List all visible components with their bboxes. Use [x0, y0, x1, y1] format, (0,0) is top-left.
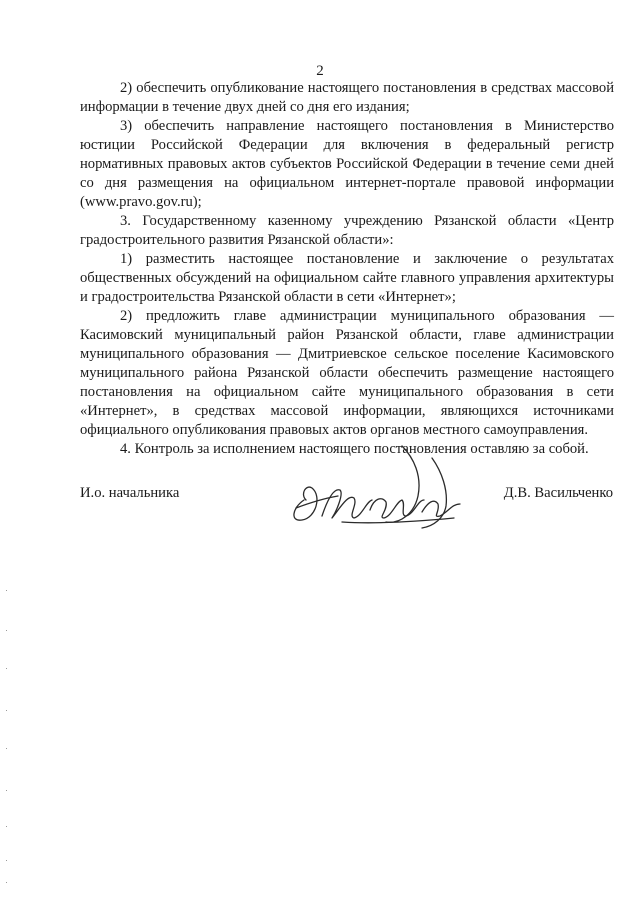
paragraph-publication: 2) обеспечить опубликование настоящего постановления в средствах массовой информации в течение двух дней со дня его издания; — [80, 80, 614, 115]
paragraph-control: 4. Контроль за исполнением настоящего постановления оставляю за собой. — [120, 441, 589, 457]
scan-margin-marks — [6, 590, 12, 890]
paragraph-state-institution: 3. Государственному казенному учреждению Рязанской области «Центр градостроительного развития Рязанской области»: — [80, 213, 614, 248]
document-body — [80, 79, 614, 459]
paragraph-website-placement: 1) разместить настоящее постановление и заключение о результатах общественных обсуждений на официальном сайте главного управления архитектуры и градостроительства Рязанской области в сети «Интернет»; — [80, 251, 614, 305]
page-number: 2 — [316, 63, 324, 79]
paragraph-ministry-of-justice: 3) обеспечить направление настоящего постановления в Министерство юстиции Российской Федерации для включения в федеральный регистр нормативных правовых актов субъектов Российской Федерации в течение семи дней со дня размещения на официальном интернет-портале правовой информации (www.pravo.gov.ru); — [80, 118, 614, 210]
signatory-name: Д.В. Васильченко — [503, 485, 613, 501]
handwritten-signature — [282, 438, 482, 538]
signatory-role: И.о. начальника — [80, 485, 180, 501]
paragraph-municipal-placement: 2) предложить главе администрации муниципального образования — Касимовский муниципальный район Рязанской области, главе администрации муниципального образования — Дмитриевское сельское поселение Касимовского муниципального района Рязанской области обеспечить размещение настоящего постановления на официальном сайте муниципального образования в сети «Интернет», в средствах массовой информации, являющихся источниками официального опубликования правовых актов органов местного самоуправления. — [80, 308, 614, 438]
